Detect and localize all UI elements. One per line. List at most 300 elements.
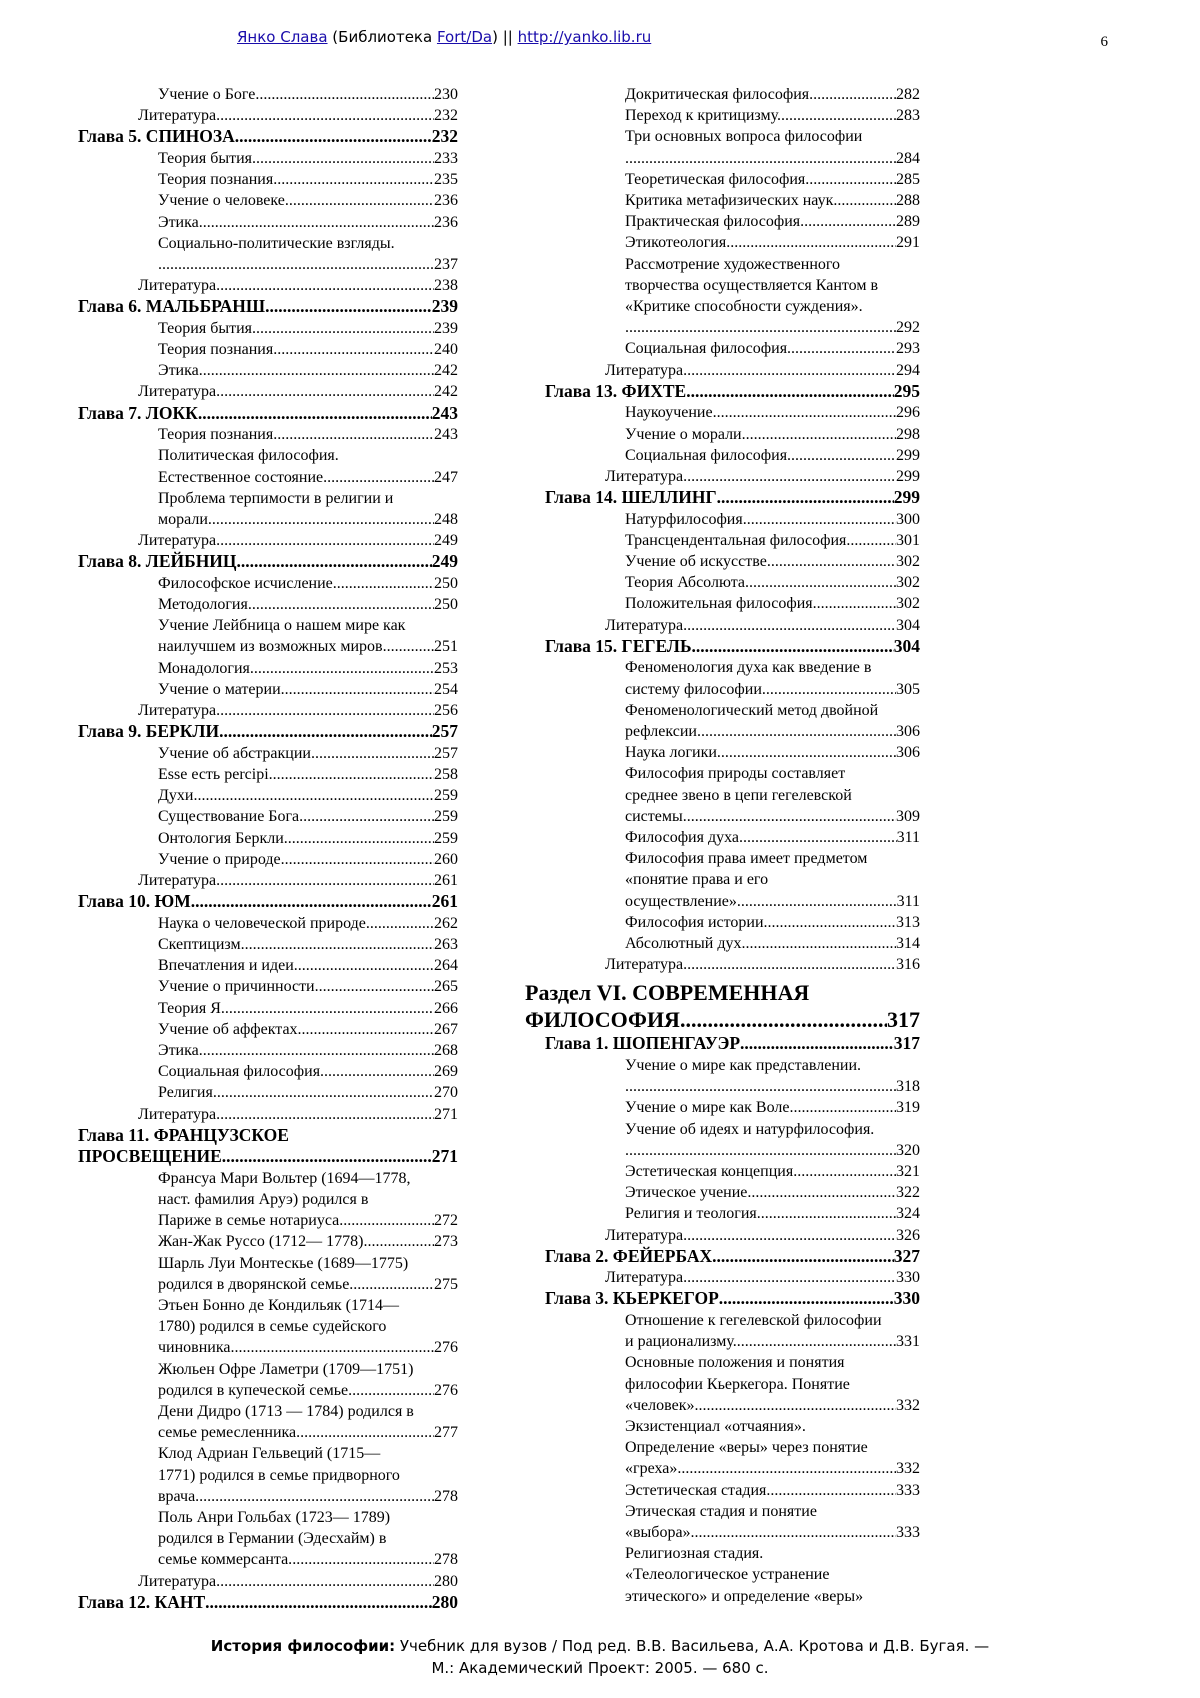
dot-leader xyxy=(680,1006,887,1033)
toc-entry-text: Литература xyxy=(138,277,217,295)
toc-leader-row xyxy=(625,572,920,593)
toc-leader-row xyxy=(158,1061,458,1082)
toc-page-number: 306 xyxy=(896,722,920,740)
toc-entry-item xyxy=(78,849,458,870)
dot-leader xyxy=(683,1225,896,1246)
toc-page-number: 276 xyxy=(434,1339,458,1357)
dot-leader xyxy=(199,1486,434,1507)
toc-page-number: 311 xyxy=(896,829,920,846)
toc-entry-item xyxy=(525,232,920,253)
toc-entry-text: Феноменология духа как введение в xyxy=(625,659,872,677)
toc-entry-lit xyxy=(525,360,920,381)
toc-entry-text: Теория познания xyxy=(158,426,274,444)
dot-leader xyxy=(198,403,432,425)
toc-page-number: 293 xyxy=(896,340,920,358)
toc-page-number: 256 xyxy=(434,702,458,720)
toc-page-number: 243 xyxy=(434,426,458,444)
toc-entry-item xyxy=(525,1161,920,1182)
toc-entry-text: творчества осуществляется Кантом в xyxy=(625,276,879,294)
toc-page-number: 235 xyxy=(434,171,458,189)
toc-page-number: 292 xyxy=(896,319,920,337)
toc-entry-item xyxy=(78,233,458,275)
toc-leader-row xyxy=(625,933,920,954)
toc-entry-item xyxy=(78,84,458,105)
toc-leader-row xyxy=(625,232,920,253)
toc-page-number: 277 xyxy=(434,1424,458,1442)
toc-entry-text: Эстетическая стадия. xyxy=(625,1481,771,1499)
toc-page-number: 264 xyxy=(434,957,458,975)
toc-entry-text: Esse есть percipi. xyxy=(158,765,273,783)
toc-entry-text: Дени Дидро (1713 — 1784) родился в xyxy=(158,1402,414,1420)
toc-entry-text: Литература xyxy=(605,361,684,379)
toc-entry-text: Глава 13. ФИХТЕ xyxy=(545,380,687,401)
dot-leader xyxy=(352,1380,434,1401)
toc-entry-chapter xyxy=(78,296,458,318)
toc-page-number: 232 xyxy=(431,126,458,147)
toc-leader-row xyxy=(158,148,458,169)
toc-entry-text: и рационализму. xyxy=(625,1333,737,1351)
toc-leader-row xyxy=(138,870,458,891)
toc-leader-row xyxy=(625,1480,920,1501)
toc-leader-row xyxy=(625,1522,920,1543)
toc-entry-item xyxy=(78,658,458,679)
toc-entry-text: Теория бытия. xyxy=(158,319,256,337)
toc-entry-item xyxy=(78,913,458,934)
dot-leader xyxy=(265,296,432,318)
dot-leader xyxy=(216,381,434,402)
toc-leader-row xyxy=(158,743,458,764)
toc-page-number: 285 xyxy=(896,170,920,188)
toc-entry-text: «греха». xyxy=(625,1460,682,1478)
toc-entry-item xyxy=(525,1203,920,1224)
toc-page-number: 291 xyxy=(896,234,920,252)
dot-leader xyxy=(299,806,434,827)
dot-leader xyxy=(737,1331,896,1352)
toc-entry-text: Шарль Луи Монтескье (1689—1775) xyxy=(158,1254,409,1272)
toc-page-number: 332 xyxy=(896,1460,920,1478)
fortda-link[interactable]: Fort/Da xyxy=(436,28,493,46)
dot-leader xyxy=(212,509,434,530)
toc-page-number: 321 xyxy=(896,1162,920,1180)
toc-entry-text: Религиозная стадия. xyxy=(625,1545,764,1563)
toc-leader-row xyxy=(625,317,920,338)
dot-leader xyxy=(302,1019,434,1040)
dot-leader xyxy=(216,700,434,721)
toc-entry-item xyxy=(78,594,458,615)
footer-citation: Учебник для вузов / Под ред. В.В. Васильева, А.А. Кротова и Д.В. Бугая. — xyxy=(395,1637,990,1655)
toc-entry-text: Впечатления и идеи. xyxy=(158,957,298,975)
toc-entry-item xyxy=(78,318,458,339)
dot-leader xyxy=(683,1267,896,1288)
toc-page-number: 248 xyxy=(434,510,458,528)
toc-entry-item xyxy=(525,1416,920,1480)
toc-entry-text: Литература xyxy=(605,1226,684,1244)
toc-entry-text: Абсолютный дух. xyxy=(625,935,746,953)
toc-entry-text: Основные положения и понятия xyxy=(625,1354,845,1372)
toc-entry-text: Франсуа Мари Вольтер (1694—1778, xyxy=(158,1169,411,1187)
dot-leader xyxy=(781,105,896,126)
toc-entry-text: рефлексии. xyxy=(625,722,701,740)
toc-entry-text: Глава 6. МАЛЬБРАНШ xyxy=(78,296,266,317)
toc-page-number: 311 xyxy=(896,892,920,910)
dot-leader xyxy=(683,466,896,487)
dot-leader xyxy=(300,1422,434,1443)
dot-leader xyxy=(213,1082,434,1103)
toc-entry-text: ФИЛОСОФИЯ xyxy=(525,1007,680,1033)
toc-leader-row xyxy=(625,1140,920,1161)
dot-leader xyxy=(719,1288,894,1310)
toc-leader-row xyxy=(158,509,458,530)
toc-page-number: 309 xyxy=(896,807,920,825)
toc-entry-text: семье коммерсанта. xyxy=(158,1551,293,1569)
dot-leader xyxy=(234,1337,434,1358)
toc-page-number: 282 xyxy=(896,86,920,103)
toc-entry-text: Теория познания xyxy=(158,171,274,189)
toc-page-number: 304 xyxy=(893,635,920,656)
dot-leader xyxy=(797,1161,896,1182)
toc-page-number: 249 xyxy=(434,532,458,550)
toc-entry-text: Переход к критицизму. xyxy=(625,107,782,125)
toc-entry-item xyxy=(78,488,458,530)
toc-entry-lit xyxy=(525,615,920,636)
dot-leader xyxy=(683,615,896,636)
toc-entry-item xyxy=(525,1480,920,1501)
toc-entry-text: Рассмотрение художественного xyxy=(625,255,841,273)
toc-page-number: 295 xyxy=(893,380,920,401)
toc-entry-text: Литература xyxy=(605,616,684,634)
toc-entry-item xyxy=(525,572,920,593)
toc-leader-row xyxy=(625,84,920,105)
toc-page-number: 269 xyxy=(434,1063,458,1081)
dot-leader xyxy=(717,487,894,509)
dot-leader xyxy=(225,998,434,1019)
toc-entry-text: Глава 5. СПИНОЗА xyxy=(78,126,235,147)
toc-entry-text: Социальная философия. xyxy=(625,340,792,358)
toc-leader-row xyxy=(625,1097,920,1118)
toc-page-number: 324 xyxy=(896,1205,920,1223)
toc-leader-row xyxy=(158,573,458,594)
toc-entry-item xyxy=(525,169,920,190)
toc-entry-text: Этика. xyxy=(158,1041,203,1059)
toc-entry-item xyxy=(78,785,458,806)
toc-entry-item xyxy=(525,1501,920,1543)
toc-entry-item xyxy=(525,338,920,359)
toc-page-number: 304 xyxy=(896,616,920,634)
toc-entry-text: Учение о морали. xyxy=(625,425,746,443)
toc-entry-text: Учение о материи. xyxy=(158,680,285,698)
toc-page-number: 257 xyxy=(431,721,458,742)
dot-leader xyxy=(205,1592,432,1614)
toc-entry-text: Существование Бога xyxy=(158,808,300,826)
toc-entry-text: Три основных вопроса философии xyxy=(625,128,863,146)
toc-leader-row xyxy=(605,1267,920,1288)
toc-page-number: 262 xyxy=(434,914,458,932)
dot-leader xyxy=(216,275,434,296)
toc-entry-item xyxy=(525,211,920,232)
toc-entry-text: Литература xyxy=(138,872,217,889)
toc-leader-row xyxy=(158,212,458,233)
toc-entry-text: Глава 3. КЬЕРКЕГОР xyxy=(545,1288,719,1309)
toc-page-number: 313 xyxy=(896,913,920,931)
toc-entry-item xyxy=(525,509,920,530)
toc-entry-text: Религия и теология xyxy=(625,1205,757,1223)
toc-page-number: 271 xyxy=(434,1105,458,1123)
toc-page-number: 317 xyxy=(887,1007,920,1033)
toc-leader-row xyxy=(138,105,458,126)
toc-leader-row xyxy=(545,1246,920,1268)
toc-page-number: 239 xyxy=(434,319,458,337)
dot-leader xyxy=(730,232,896,253)
toc-entry-text: Глава 7. ЛОКК xyxy=(78,402,198,423)
toc-entry-text: Глава 8. ЛЕЙБНИЦ xyxy=(78,551,237,572)
toc-page-number: 301 xyxy=(896,531,920,549)
toc-leader-row xyxy=(158,849,458,870)
toc-leader-row xyxy=(78,403,458,425)
toc-entry-item xyxy=(525,1310,920,1352)
toc-entry-item xyxy=(78,679,458,700)
toc-entry-item xyxy=(525,593,920,614)
toc-entry-text: Практическая философия. xyxy=(625,213,805,231)
toc-leader-row xyxy=(625,1182,920,1203)
dot-leader xyxy=(749,572,896,593)
dot-leader xyxy=(216,1571,434,1592)
toc-entry-text: Литература xyxy=(138,1105,217,1123)
toc-leader-row xyxy=(625,1586,920,1607)
toc-left-column xyxy=(78,84,458,1613)
toc-page-number: 259 xyxy=(434,787,458,805)
dot-leader xyxy=(737,891,897,912)
toc-page-number: 236 xyxy=(434,192,458,210)
toc-entry-text: Философия права имеет предметом xyxy=(625,850,868,868)
toc-page-number: 330 xyxy=(893,1288,920,1309)
toc-entry-item xyxy=(78,445,458,487)
toc-entry-item xyxy=(78,955,458,976)
toc-entry-text: Литература xyxy=(138,383,217,401)
dot-leader xyxy=(324,1061,434,1082)
toc-entry-item xyxy=(525,551,920,572)
toc-page-number: 239 xyxy=(431,296,458,317)
dot-leader xyxy=(686,381,894,403)
toc-leader-row xyxy=(625,1076,920,1097)
toc-entry-text: Литература xyxy=(605,467,684,485)
toc-entry-item xyxy=(525,1543,920,1607)
toc-entry-text: Этьен Бонно де Кондильяк (1714— xyxy=(158,1296,399,1314)
toc-leader-row xyxy=(138,275,458,296)
toc-entry-chapter xyxy=(78,403,458,425)
toc-leader-row xyxy=(625,1395,920,1416)
toc-leader-row xyxy=(625,551,920,572)
author-link[interactable]: Янко Слава xyxy=(237,28,328,46)
toc-leader-row xyxy=(545,487,920,509)
dot-leader xyxy=(791,338,896,359)
dot-leader xyxy=(837,190,896,211)
toc-entry-lit xyxy=(525,466,920,487)
toc-entry-text: Раздел VI. СОВРЕМЕННАЯ xyxy=(525,980,810,1006)
toc-leader-row xyxy=(625,169,920,190)
dot-leader xyxy=(771,551,896,572)
toc-entry-text: Естественное состояние xyxy=(158,468,324,486)
toc-entry-item xyxy=(78,1082,458,1103)
toc-entry-text: Учение об идеях и натурфилософия. xyxy=(625,1120,875,1138)
toc-entry-text: Религия xyxy=(158,1084,213,1102)
dot-leader xyxy=(158,254,434,275)
toc-entry-text: Этикотеология. xyxy=(625,234,731,252)
toc-page-number: 284 xyxy=(896,149,920,167)
toc-leader-row xyxy=(625,679,920,700)
toc-leader-row xyxy=(625,891,920,912)
dot-leader xyxy=(770,1480,896,1501)
toc-page-number: 275 xyxy=(434,1275,458,1293)
toc-page-number: 280 xyxy=(431,1591,458,1612)
toc-leader-row xyxy=(625,211,920,232)
toc-page-number: 302 xyxy=(896,553,920,571)
toc-leader-row xyxy=(625,445,920,466)
toc-entry-item xyxy=(78,828,458,849)
toc-entry-text: родился в купеческой семье. xyxy=(158,1381,353,1399)
toc-entry-text: наст. фамилия Аруэ) родился в xyxy=(158,1190,369,1208)
toc-right-column xyxy=(525,84,920,1607)
dot-leader xyxy=(817,593,896,614)
toc-entry-item xyxy=(525,530,920,551)
toc-page-number: 276 xyxy=(434,1381,458,1399)
toc-entry-text: Глава 10. ЮМ xyxy=(78,891,191,912)
toc-entry-text: «Критике способности суждения». xyxy=(625,298,863,316)
footer-book-title: История философии: xyxy=(210,1637,396,1655)
toc-leader-row xyxy=(158,1274,458,1295)
dot-leader xyxy=(235,126,432,148)
toc-page-number: 288 xyxy=(896,192,920,210)
toc-leader-row xyxy=(625,593,920,614)
dot-leader xyxy=(277,339,434,360)
toc-page-number: 320 xyxy=(896,1141,920,1159)
toc-leader-row xyxy=(138,1571,458,1592)
toc-page-number: 280 xyxy=(434,1572,458,1590)
toc-entry-text: Учение о Боге. xyxy=(158,86,260,103)
toc-entry-lit xyxy=(525,954,920,975)
toc-leader-row xyxy=(138,381,458,402)
toc-entry-item xyxy=(78,1443,458,1507)
toc-page-number: 318 xyxy=(896,1078,920,1096)
toc-entry-text: Трансцендентальная философия. xyxy=(625,531,851,549)
toc-leader-row xyxy=(78,551,458,573)
toc-page-number: 240 xyxy=(434,341,458,359)
dot-leader xyxy=(337,573,434,594)
toc-leader-row xyxy=(625,509,920,530)
toc-page-number: 299 xyxy=(893,487,920,508)
toc-entry-text: «Телеологическое устранение xyxy=(625,1566,830,1584)
toc-entry-item xyxy=(525,933,920,954)
toc-entry-item xyxy=(78,976,458,997)
dot-leader xyxy=(766,679,896,700)
toc-leader-row xyxy=(158,1337,458,1358)
toc-entry-item xyxy=(78,339,458,360)
toc-entry-chapter xyxy=(525,1246,920,1268)
dot-leader xyxy=(387,636,434,657)
toc-leader-row xyxy=(625,1458,920,1479)
toc-leader-row xyxy=(158,955,458,976)
toc-leader-row xyxy=(158,169,458,190)
toc-leader-row xyxy=(158,658,458,679)
toc-page-number: 278 xyxy=(434,1551,458,1569)
toc-entry-lit xyxy=(78,1571,458,1592)
toc-entry-text: морали. xyxy=(158,510,212,528)
dot-leader xyxy=(625,1076,896,1097)
dot-leader xyxy=(717,402,896,423)
toc-entry-text: Философия духа. xyxy=(625,829,744,846)
toc-entry-item xyxy=(525,657,920,699)
toc-entry-chapter xyxy=(78,891,458,913)
toc-entry-item xyxy=(78,1253,458,1295)
toc-leader-row xyxy=(158,636,458,657)
dot-leader xyxy=(259,84,434,105)
toc-page-number: 238 xyxy=(434,277,458,295)
toc-page-number: 299 xyxy=(896,446,920,464)
dot-leader xyxy=(364,1231,435,1252)
dot-leader xyxy=(256,318,434,339)
toc-entry-text: родился в дворянской семье. xyxy=(158,1275,354,1293)
toc-entry-lit xyxy=(78,700,458,721)
dot-leader xyxy=(695,1522,896,1543)
toc-entry-item xyxy=(78,743,458,764)
toc-leader-row xyxy=(158,1380,458,1401)
toc-entry-text: Глава 1. ШОПЕНГАУЭР xyxy=(545,1033,741,1054)
dot-leader xyxy=(692,636,894,658)
toc-entry-text: Теория Я. xyxy=(158,999,225,1017)
toc-page-number: 331 xyxy=(896,1333,920,1351)
toc-page-number: 327 xyxy=(893,1245,920,1266)
toc-leader-row xyxy=(625,402,920,423)
dot-leader xyxy=(203,212,434,233)
toc-leader-row xyxy=(605,1225,920,1246)
toc-entry-item xyxy=(78,148,458,169)
toc-entry-text: Глава 12. КАНТ xyxy=(78,1591,206,1612)
toc-page-number: 302 xyxy=(896,574,920,592)
toc-leader-row xyxy=(158,1422,458,1443)
dot-leader xyxy=(343,1210,434,1231)
toc-entry-text: Этика. xyxy=(158,362,203,380)
toc-entry-text: философии Кьеркегора. Понятие xyxy=(625,1375,850,1393)
toc-leader-row xyxy=(605,466,920,487)
toc-leader-row xyxy=(605,615,920,636)
dot-leader xyxy=(698,1395,896,1416)
toc-entry-section xyxy=(525,979,920,1033)
toc-page-number: 257 xyxy=(434,744,458,762)
toc-entry-text: Теоретическая философия. xyxy=(625,170,810,188)
dot-leader xyxy=(625,148,896,169)
toc-leader-row xyxy=(158,84,458,105)
toc-leader-row xyxy=(158,806,458,827)
dot-leader xyxy=(298,955,434,976)
toc-entry-item xyxy=(525,1182,920,1203)
toc-page-number: 306 xyxy=(896,744,920,762)
toc-page-number: 278 xyxy=(434,1487,458,1505)
toc-page-number: 316 xyxy=(896,956,920,974)
toc-entry-item xyxy=(78,1061,458,1082)
dot-leader xyxy=(191,891,432,913)
toc-leader-row xyxy=(78,296,458,318)
toc-page-number: 237 xyxy=(434,255,458,273)
toc-entry-chapter xyxy=(78,1592,458,1614)
site-url-link[interactable]: http://yanko.lib.ru xyxy=(517,28,652,46)
toc-entry-text: Монадология. xyxy=(158,659,254,677)
toc-entry-text: Этика. xyxy=(158,213,203,231)
dot-leader xyxy=(219,721,432,743)
toc-leader-row xyxy=(138,530,458,551)
toc-entry-item xyxy=(78,1019,458,1040)
toc-entry-text: Литература xyxy=(138,1572,217,1590)
toc-leader-row xyxy=(158,1549,458,1570)
dot-leader xyxy=(804,211,896,232)
